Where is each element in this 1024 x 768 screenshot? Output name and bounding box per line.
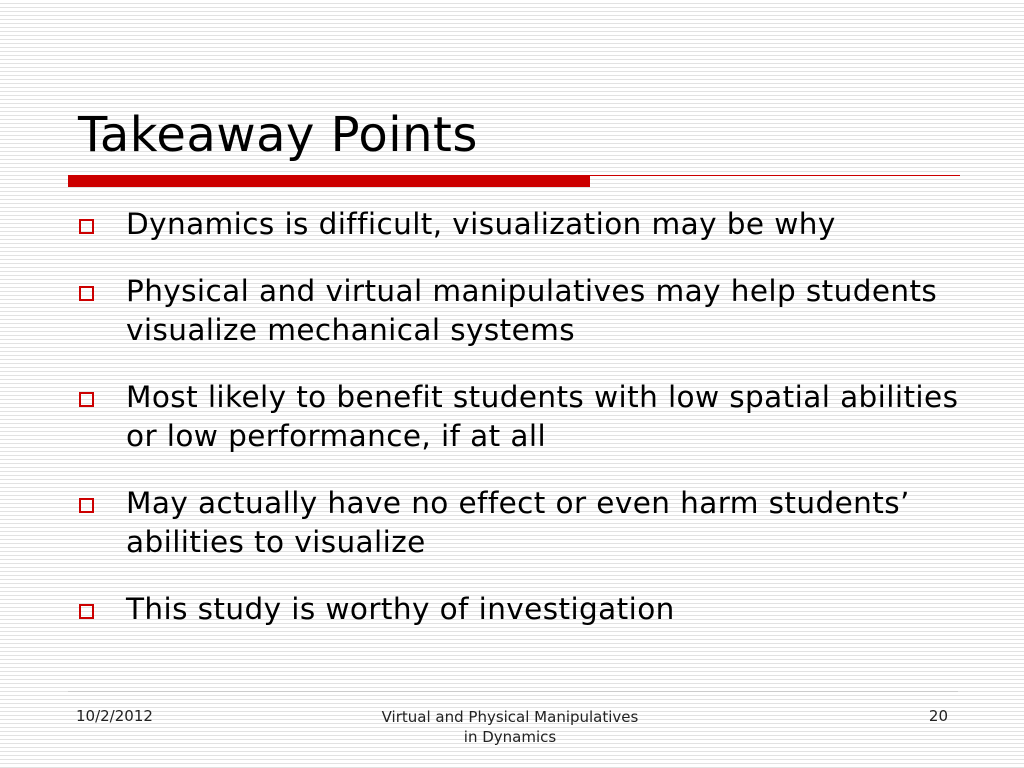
title-underline-thin xyxy=(590,175,960,176)
bullet-item xyxy=(74,272,974,350)
footer-divider xyxy=(68,691,958,692)
bullet-list xyxy=(74,205,974,657)
footer-title-line2: in Dynamics xyxy=(463,728,557,746)
bullet-text: This study is worthy of investigation xyxy=(126,592,675,626)
bullet-item xyxy=(74,590,974,629)
bullet-item xyxy=(74,205,974,244)
footer-title-line1: Virtual and Physical Manipulatives xyxy=(381,708,639,726)
hollow-square-bullet-icon xyxy=(79,392,94,407)
bullet-text: May actually have no effect or even harm students’ abilities to visualize xyxy=(126,486,910,559)
bullet-item xyxy=(74,484,974,562)
bullet-item xyxy=(74,378,974,456)
hollow-square-bullet-icon xyxy=(79,219,94,234)
title-underline-thick xyxy=(68,175,590,187)
bullet-text: Physical and virtual manipulatives may help students visualize mechanical systems xyxy=(126,274,938,347)
hollow-square-bullet-icon xyxy=(79,286,94,301)
hollow-square-bullet-icon xyxy=(79,498,94,513)
footer-title xyxy=(330,707,690,747)
page-number: 20 xyxy=(928,707,948,725)
hollow-square-bullet-icon xyxy=(79,604,94,619)
slide-title: Takeaway Points xyxy=(78,107,478,163)
bullet-text: Most likely to benefit students with low spatial abilities or low performance, if at all xyxy=(126,380,959,453)
footer-date: 10/2/2012 xyxy=(76,707,153,725)
bullet-text: Dynamics is difficult, visualization may be why xyxy=(126,207,836,241)
